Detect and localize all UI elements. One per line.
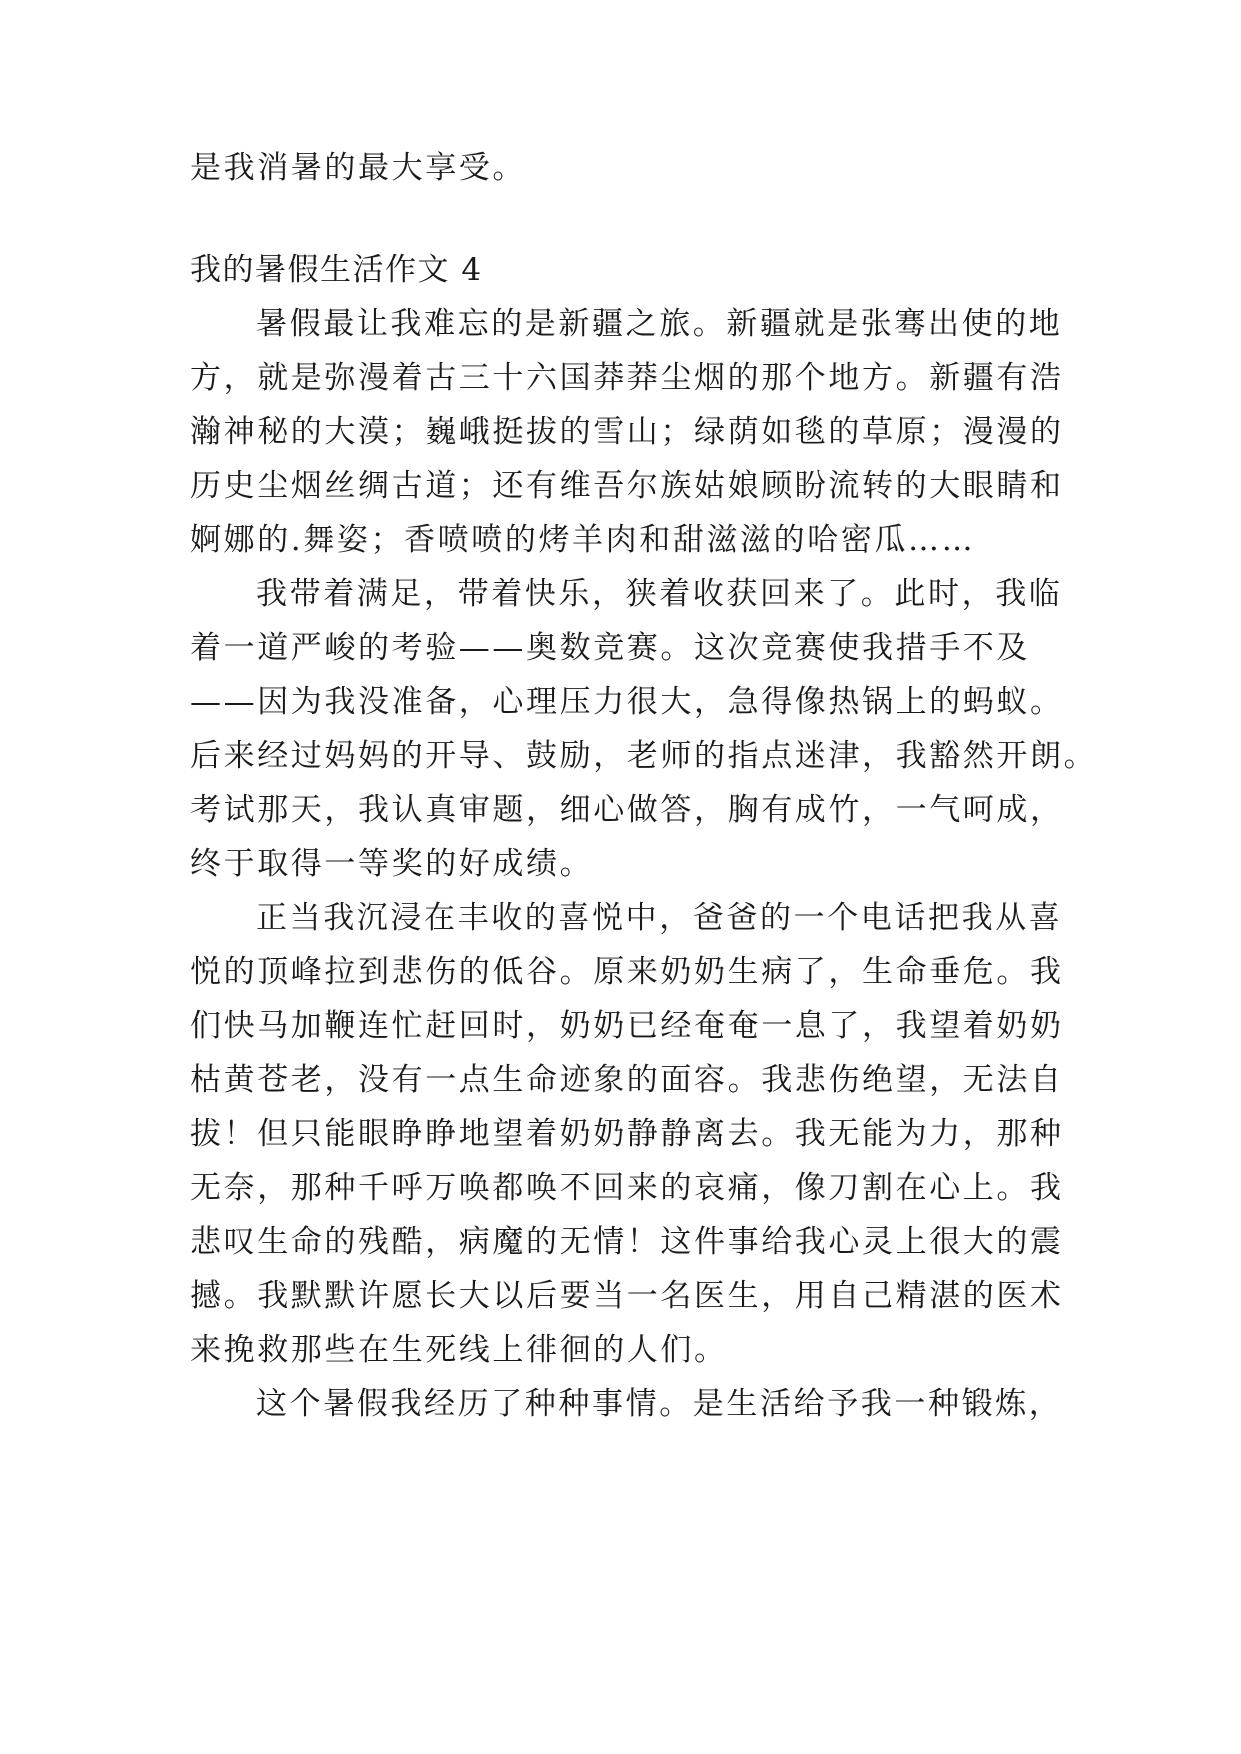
- paragraph-line: 着一道严峻的考验——奥数竞赛。这次竞赛使我措手不及: [190, 630, 1030, 666]
- paragraph-line: 无奈，那种千呼万唤都唤不回来的哀痛，像刀割在心上。我: [190, 1170, 1064, 1206]
- paragraph-line: 考试那天，我认真审题，细心做答，胸有成竹，一气呵成，: [190, 792, 1064, 828]
- paragraph-line: 这个暑假我经历了种种事情。是生活给予我一种锻炼，: [256, 1386, 1063, 1422]
- paragraph-line: 们快马加鞭连忙赶回时，奶奶已经奄奄一息了，我望着奶奶: [190, 1008, 1064, 1044]
- paragraph-line: 正当我沉浸在丰收的喜悦中，爸爸的一个电话把我从喜: [256, 900, 1063, 936]
- paragraph-line: 暑假最让我难忘的是新疆之旅。新疆就是张骞出使的地: [256, 306, 1063, 342]
- paragraph-line: 终于取得一等奖的好成绩。: [190, 846, 594, 882]
- paragraph-line: 撼。我默默许愿长大以后要当一名医生，用自己精湛的医术: [190, 1278, 1064, 1314]
- paragraph-line: 拔！但只能眼睁睁地望着奶奶静静离去。我无能为力，那种: [190, 1116, 1064, 1152]
- paragraph-line: 历史尘烟丝绸古道；还有维吾尔族姑娘顾盼流转的大眼睛和: [190, 468, 1064, 504]
- paragraph-line: 来挽救那些在生死线上徘徊的人们。: [190, 1332, 728, 1368]
- paragraph-line: 枯黄苍老，没有一点生命迹象的面容。我悲伤绝望，无法自: [190, 1062, 1064, 1098]
- essay-heading: 我的暑假生活作文 4: [190, 252, 483, 288]
- paragraph-line: 婀娜的.舞姿；香喷喷的烤羊肉和甜滋滋的哈密瓜……: [190, 522, 976, 558]
- paragraph-line: 悲叹生命的残酷，病魔的无情！这件事给我心灵上很大的震: [190, 1224, 1064, 1260]
- paragraph-line: 悦的顶峰拉到悲伤的低谷。原来奶奶生病了，生命垂危。我: [190, 954, 1064, 990]
- carry-over-line: 是我消暑的最大享受。: [190, 150, 526, 186]
- paragraph-line: 瀚神秘的大漠；巍峨挺拔的雪山；绿荫如毯的草原；漫漫的: [190, 414, 1064, 450]
- paragraph-line: 我带着满足，带着快乐，狭着收获回来了。此时，我临: [256, 576, 1063, 612]
- paragraph-line: 后来经过妈妈的开导、鼓励，老师的指点迷津，我豁然开朗。: [190, 738, 1098, 774]
- paragraph-line: ——因为我没准备，心理压力很大，急得像热锅上的蚂蚁。: [190, 684, 1064, 720]
- paragraph-line: 方，就是弥漫着古三十六国莽莽尘烟的那个地方。新疆有浩: [190, 360, 1064, 396]
